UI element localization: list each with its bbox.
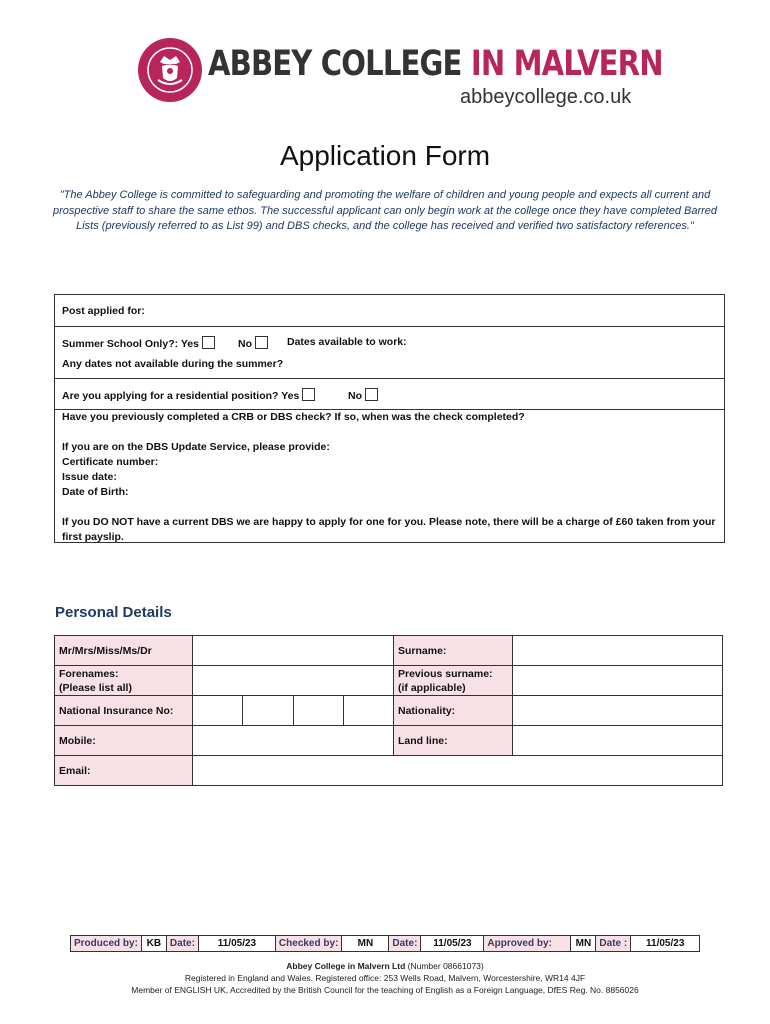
summer-yes-label: Yes	[180, 338, 199, 350]
logo-title-part1: ABBEY COLLEGE	[208, 44, 462, 84]
footer-company-name: Abbey College in Malvern Ltd	[286, 961, 406, 971]
residential-yes-label: Yes	[281, 390, 300, 402]
ni-field-4[interactable]	[344, 696, 394, 726]
college-name-logo	[208, 42, 663, 86]
summer-school-question	[62, 336, 215, 350]
dates-not-available-label: Any dates not available during the summer?	[62, 358, 284, 370]
date-value-1: 11/05/23	[198, 936, 275, 952]
nationality-label: Nationality:	[394, 696, 513, 726]
approved-by-label: Approved by:	[484, 936, 571, 952]
post-applied-label: Post applied for:	[62, 305, 145, 317]
forenames-label	[55, 666, 193, 696]
college-crest-logo	[138, 38, 202, 102]
previous-surname-line2: (if applicable)	[398, 681, 466, 694]
footer-company-line	[0, 961, 770, 971]
residential-label: Are you applying for a residential position?	[62, 390, 279, 402]
surname-label: Surname:	[394, 636, 513, 666]
surname-field[interactable]	[513, 636, 723, 666]
dates-available-label: Dates available to work:	[287, 336, 407, 348]
summer-yes-checkbox[interactable]	[202, 336, 215, 349]
personal-details-table	[54, 635, 723, 786]
date-of-birth-label: Date of Birth:	[62, 486, 129, 498]
nationality-field[interactable]	[513, 696, 723, 726]
ni-label: National Insurance No:	[55, 696, 193, 726]
forenames-field[interactable]	[193, 666, 394, 696]
crb-question-label: Have you previously completed a CRB or DBS check? If so, when was the check completed?	[62, 411, 525, 423]
residential-no-checkbox[interactable]	[365, 388, 378, 401]
landline-label: Land line:	[394, 726, 513, 756]
produced-by-value: KB	[141, 936, 166, 952]
previous-surname-label	[394, 666, 513, 696]
safeguarding-statement: "The Abbey College is committed to safeguarding and promoting the welfare of children and young people and expects all current and prospective staff to share the same ethos. The successful applicant can only begin work at the college once they have completed Barred Lists (previously referred to as List 99) and DBS checks, and the college has received and verified two satisfactory references."	[52, 189, 718, 232]
summer-no-option	[238, 336, 268, 350]
date-label-3: Date :	[596, 936, 631, 952]
document-control-table	[70, 935, 700, 952]
title-field[interactable]	[193, 636, 394, 666]
date-value-3: 11/05/23	[631, 936, 700, 952]
checked-by-value: MN	[342, 936, 389, 952]
ni-field-2[interactable]	[243, 696, 294, 726]
previous-surname-line1: Previous surname:	[398, 667, 493, 680]
residential-question	[62, 388, 315, 402]
dbs-update-label: If you are on the DBS Update Service, please provide:	[62, 441, 330, 453]
email-label: Email:	[55, 756, 193, 786]
date-label-1: Date:	[166, 936, 198, 952]
logo-title-part2: IN MALVERN	[470, 44, 663, 84]
footer-registered: Registered in England and Wales. Registered office: 253 Wells Road, Malvern, Worcestershire, WR14 4JF	[184, 973, 586, 983]
page-title: Application Form	[279, 140, 491, 171]
no-dbs-note: If you DO NOT have a current DBS we are happy to apply for one for you. Please note, there will be a charge of £60 taken from your first payslip.	[62, 516, 716, 543]
forenames-label-line1: Forenames:	[59, 667, 119, 680]
mobile-field[interactable]	[193, 726, 394, 756]
certificate-number-label: Certificate number:	[62, 456, 159, 468]
issue-date-label: Issue date:	[62, 471, 117, 483]
approved-by-value: MN	[571, 936, 596, 952]
forenames-label-line2: (Please list all)	[59, 681, 132, 694]
landline-field[interactable]	[513, 726, 723, 756]
email-field[interactable]	[193, 756, 723, 786]
mobile-label: Mobile:	[55, 726, 193, 756]
residential-yes-checkbox[interactable]	[302, 388, 315, 401]
produced-by-label: Produced by:	[71, 936, 142, 952]
ni-field-1[interactable]	[193, 696, 243, 726]
footer-member: Member of ENGLISH UK, Accredited by the British Council for the teaching of English as a Foreign Language, DfES Reg. No. 8856026	[131, 985, 639, 995]
previous-surname-field[interactable]	[513, 666, 723, 696]
crest-icon	[146, 46, 194, 94]
residential-no-label: No	[348, 390, 362, 402]
date-value-2: 11/05/23	[421, 936, 484, 952]
footer-company-number: (Number 08661073)	[407, 961, 484, 971]
checked-by-label: Checked by:	[275, 936, 341, 952]
summer-no-checkbox[interactable]	[255, 336, 268, 349]
personal-details-heading: Personal Details	[55, 604, 172, 621]
residential-no-option	[348, 388, 378, 402]
college-website: abbeycollege.co.uk	[460, 86, 632, 108]
date-label-2: Date:	[389, 936, 421, 952]
summer-no-label: No	[238, 338, 252, 350]
summer-school-label: Summer School Only?:	[62, 338, 179, 350]
title-label: Mr/Mrs/Miss/Ms/Dr	[55, 636, 193, 666]
ni-field-3[interactable]	[294, 696, 344, 726]
application-box	[54, 294, 725, 543]
